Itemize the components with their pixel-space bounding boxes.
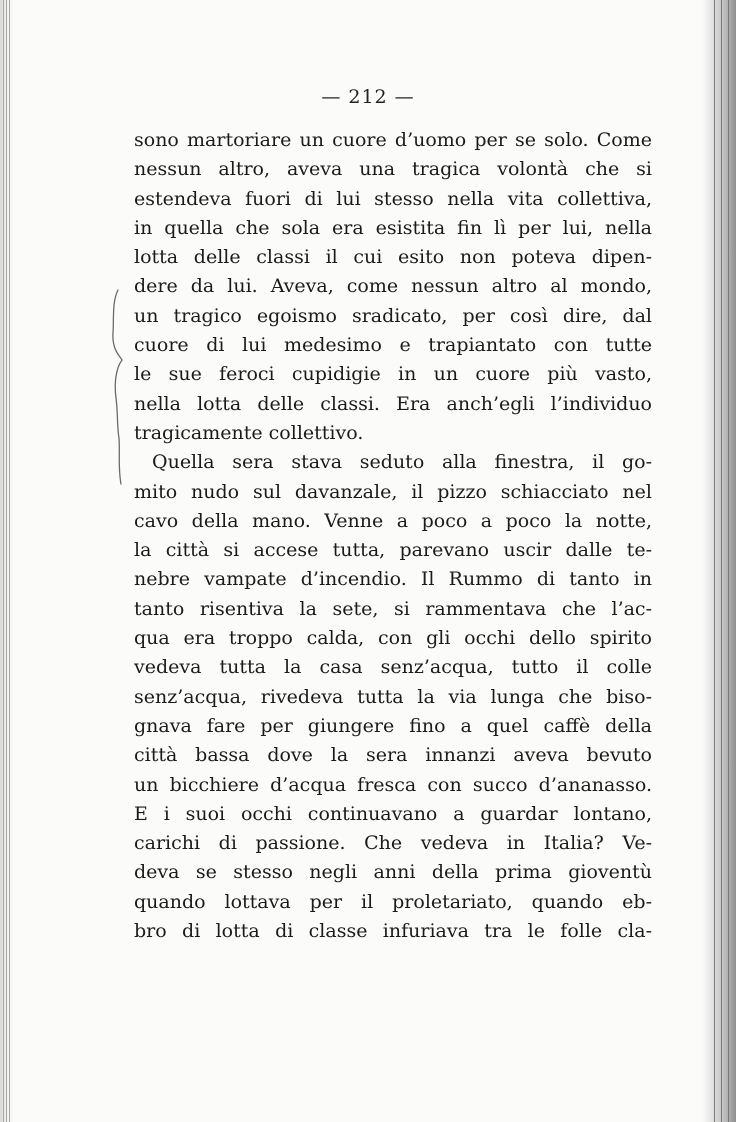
text-line: dere da lui. Aveva, come nessun altro al mondo, bbox=[134, 275, 652, 298]
text-line: la città si accese tutta, parevano uscir dalle te- bbox=[134, 539, 652, 562]
paragraph bbox=[134, 126, 652, 448]
paragraph bbox=[134, 448, 652, 946]
text-line: sono martoriare un cuore d’uomo per se solo. Come bbox=[134, 129, 652, 151]
margin-bracket-mark bbox=[104, 288, 128, 488]
text-line: bro di lotta di classe infuriava tra le folle cla- bbox=[134, 920, 652, 943]
text-line: nella lotta delle classi. Era anch’egli l’individuo bbox=[134, 392, 652, 415]
text-line: nessun altro, aveva una tragica volontà che si bbox=[134, 158, 652, 181]
text-line: E i suoi occhi continuavano a guardar lontano, bbox=[134, 802, 652, 825]
text-line: Quella sera stava seduto alla finestra, il go- bbox=[152, 451, 652, 474]
text-line: deva se stesso negli anni della prima gioventù bbox=[134, 861, 652, 884]
text-line: mito nudo sul davanzale, il pizzo schiacciato nel bbox=[134, 480, 652, 503]
text-line: cuore di lui medesimo e trapiantato con tutte bbox=[134, 334, 652, 357]
text-line: un bicchiere d’acqua fresca con succo d’ananasso. bbox=[134, 773, 652, 796]
body-text bbox=[134, 126, 652, 946]
text-line: carichi di passione. Che vedeva in Italia? Ve- bbox=[134, 832, 652, 855]
text-line: un tragico egoismo sradicato, per così dire, dal bbox=[134, 304, 652, 327]
page-number: — 212 — bbox=[321, 86, 415, 108]
text-line: nebre vampate d’incendio. Il Rummo di tanto in bbox=[134, 568, 652, 591]
text-line: in quella che sola era esistita fin lì per lui, nella bbox=[134, 216, 652, 239]
text-line: vedeva tutta la casa senz’acqua, tutto il colle bbox=[134, 656, 652, 679]
text-line: quando lottava per il proletariato, quando eb- bbox=[134, 890, 652, 913]
text-line: estendeva fuori di lui stesso nella vita collettiva, bbox=[134, 187, 652, 210]
text-line: tanto risentiva la sete, si rammentava che l’ac- bbox=[134, 597, 652, 620]
text-line: tragicamente collettivo. bbox=[134, 421, 364, 444]
text-line: le sue feroci cupidigie in un cuore più vasto, bbox=[134, 363, 652, 386]
right-page-edge bbox=[702, 0, 736, 1122]
text-line: lotta delle classi il cui esito non poteva dipen- bbox=[134, 246, 652, 269]
text-line: gnava fare per giungere fino a quel caffè della bbox=[134, 714, 652, 737]
text-line: città bassa dove la sera innanzi aveva bevuto bbox=[134, 744, 652, 767]
text-line: qua era troppo calda, con gli occhi dello spirito bbox=[134, 627, 652, 650]
text-line: cavo della mano. Venne a poco a poco la notte, bbox=[134, 509, 652, 532]
text-line: senz’acqua, rivedeva tutta la via lunga che biso- bbox=[134, 685, 652, 708]
left-page-edge bbox=[0, 0, 14, 1122]
